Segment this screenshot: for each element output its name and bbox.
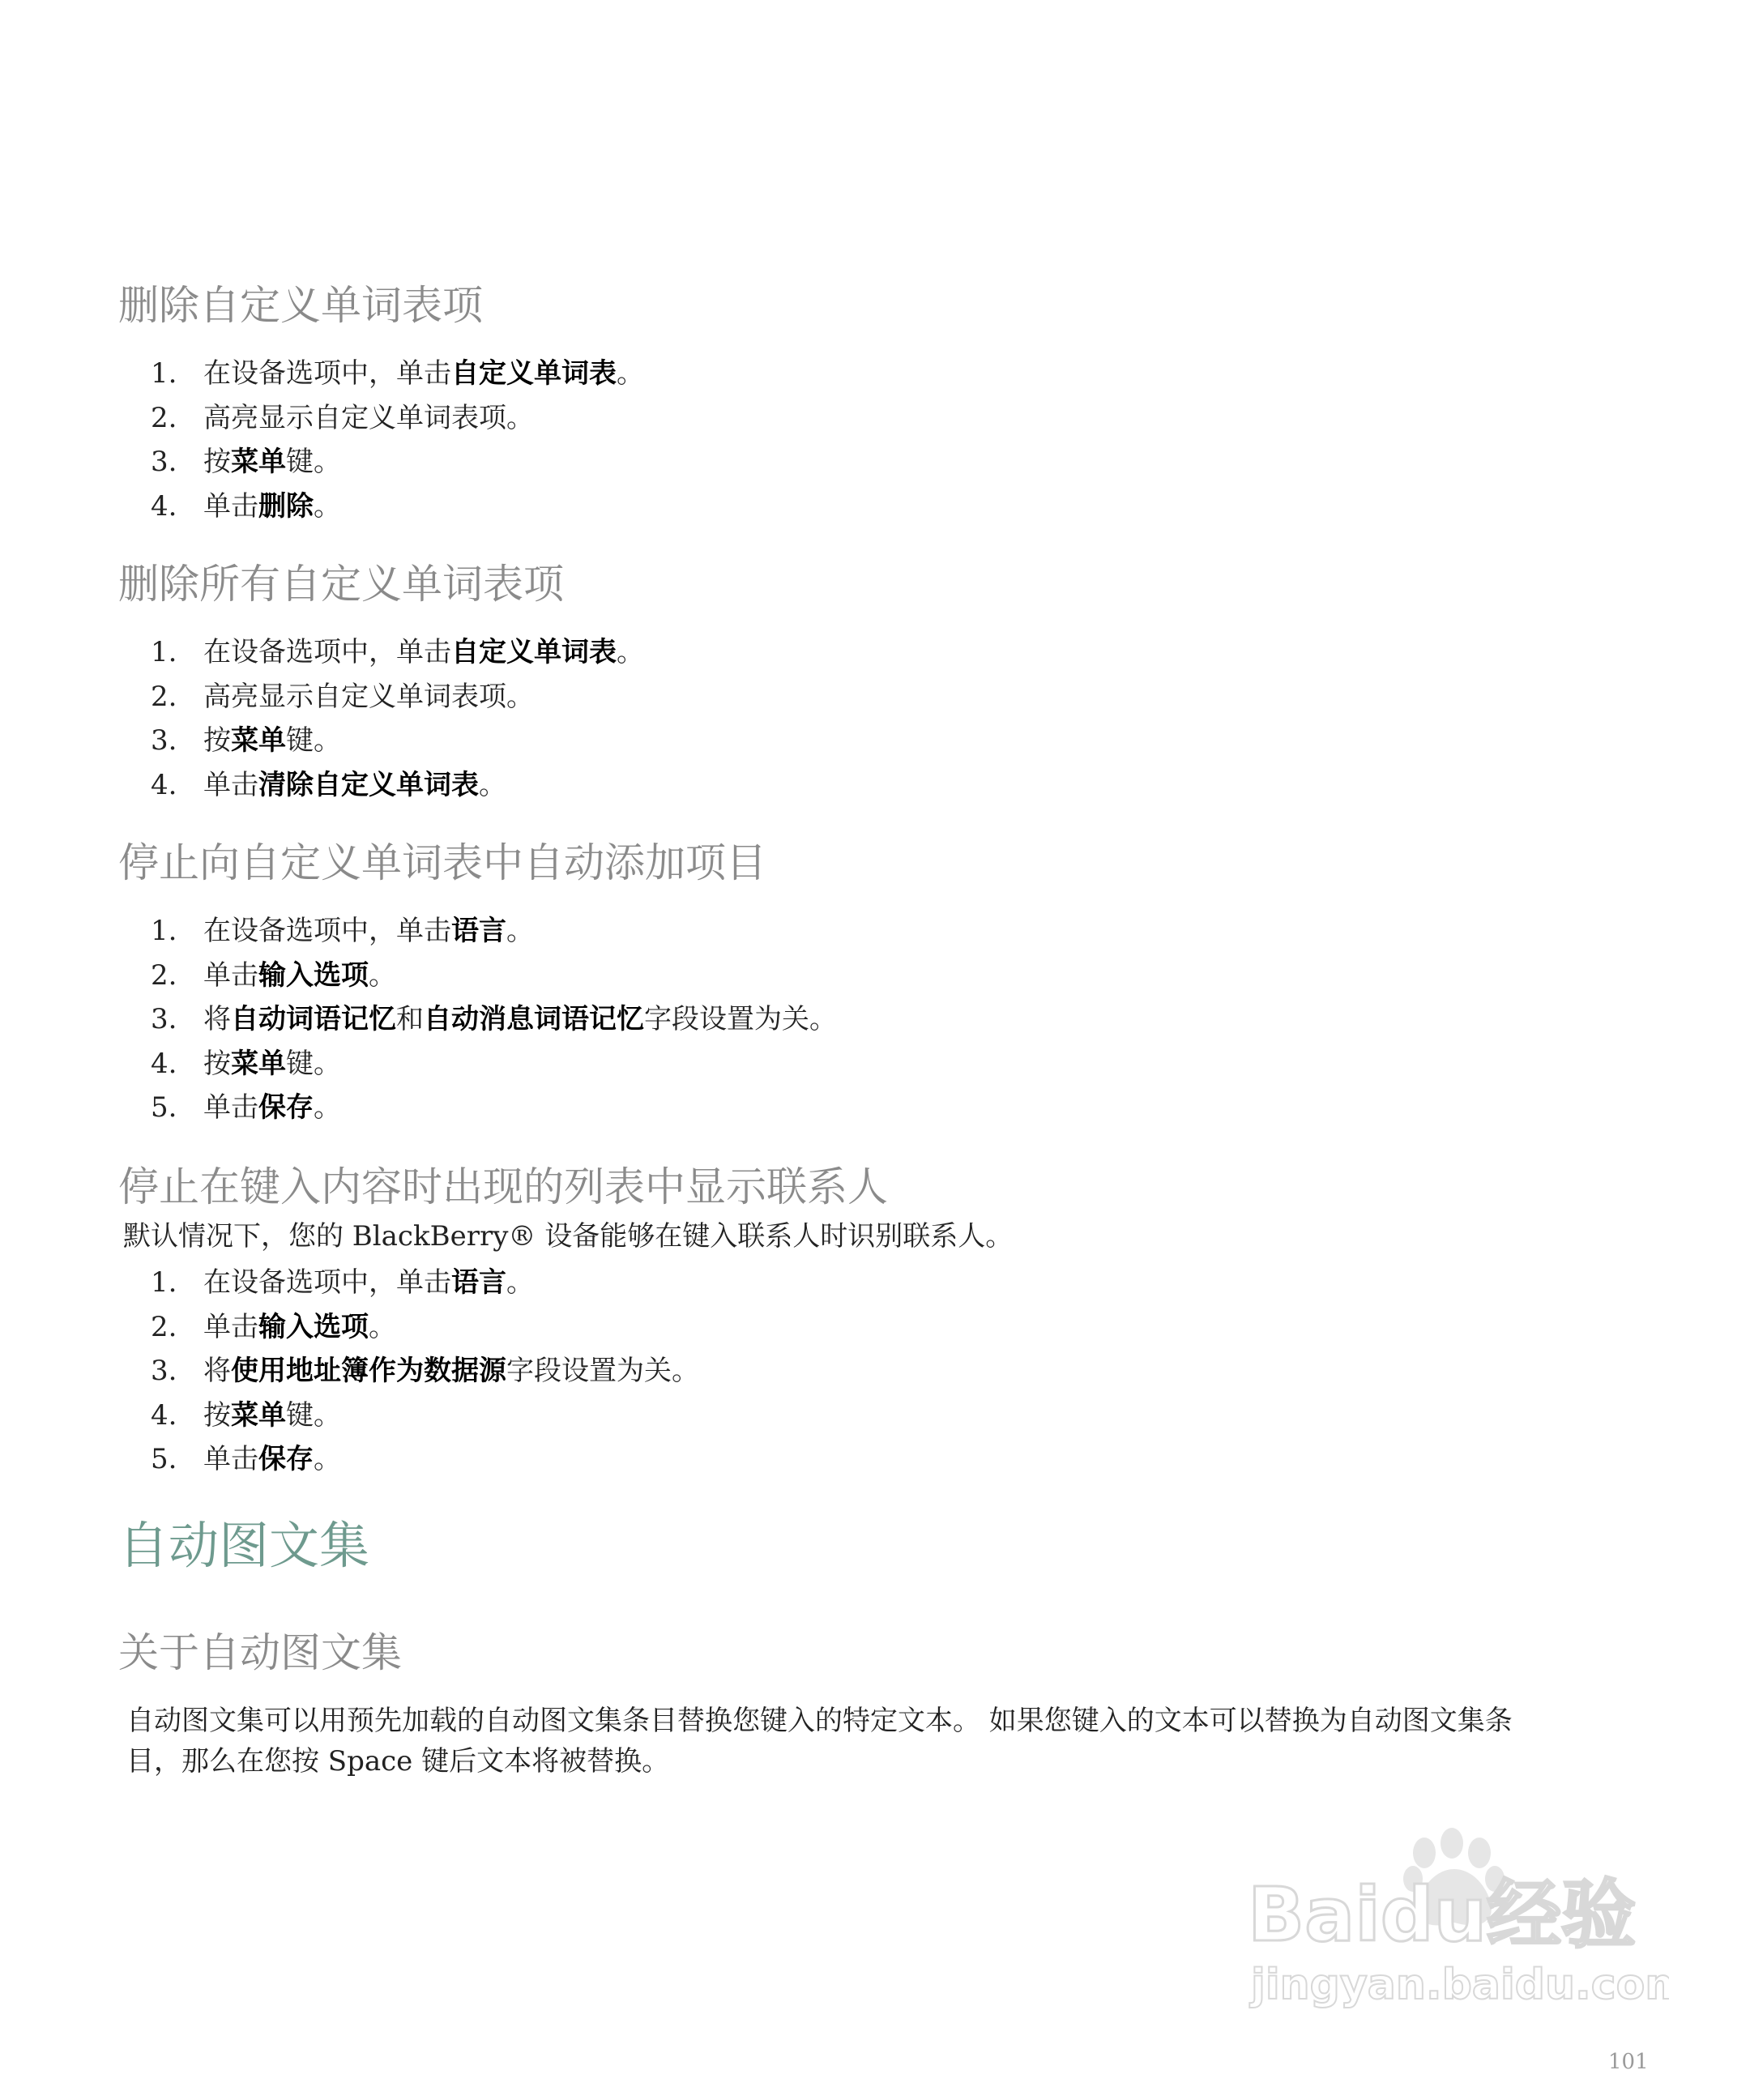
step-item — [118, 997, 1658, 1042]
step-text: 。 — [314, 1091, 341, 1124]
step-text: 按 — [203, 724, 231, 757]
step-number: 2. — [151, 401, 177, 434]
step-text: 。 — [369, 1310, 396, 1343]
ui-term: 删除 — [258, 489, 314, 523]
section-heading: 停止向自定义单词表中自动添加项目 — [118, 839, 766, 886]
step-number: 4. — [151, 1398, 177, 1432]
about-line-2: 目，那么在您按 Space 键后文本将被替换。 — [126, 1745, 670, 1778]
step-item — [118, 763, 1658, 808]
ui-term: 输入选项 — [258, 958, 369, 992]
step-number: 1. — [151, 1266, 177, 1299]
step-number: 3. — [151, 1355, 177, 1387]
step-text: 。 — [369, 958, 396, 992]
step-number: 2. — [151, 958, 177, 992]
ui-term: 保存 — [258, 1091, 314, 1124]
section-intro: 默认情况下，您的 BlackBerry® 设备能够在键入联系人时识别联系人。 — [123, 1220, 1014, 1253]
step-text: 键。 — [286, 1398, 341, 1432]
step-number: 4. — [151, 1047, 177, 1080]
step-text: 键。 — [286, 1047, 341, 1080]
step-text: 将 — [203, 1003, 231, 1035]
ui-term: 菜单 — [231, 724, 286, 757]
baidu-watermark — [1248, 1819, 1669, 2013]
watermark-brand: Baidu经验 — [1248, 1872, 1637, 1958]
step-number: 2. — [151, 1310, 177, 1343]
about-paragraph — [118, 1701, 1666, 1782]
step-text: 单击 — [203, 1310, 258, 1343]
step-text: 。 — [617, 357, 644, 390]
step-number: 1. — [151, 357, 177, 390]
ui-term: 菜单 — [231, 1047, 286, 1080]
step-text: 字段设置为关。 — [644, 1003, 837, 1035]
step-text: 单击 — [203, 958, 258, 992]
step-number: 1. — [151, 915, 177, 947]
step-text: 按 — [203, 1047, 231, 1080]
section-stop-show-contacts — [118, 1159, 1658, 1482]
step-item — [118, 1261, 1658, 1305]
section-heading: 停止在键入内容时出现的列表中显示联系人 — [118, 1163, 888, 1210]
step-number: 4. — [151, 489, 177, 523]
step-number: 3. — [151, 1003, 177, 1035]
ui-term: 自动词语记忆 — [231, 1003, 396, 1035]
step-item — [118, 719, 1658, 763]
ui-term: 自定义单词表 — [451, 357, 617, 390]
step-item — [118, 440, 1658, 484]
step-item — [118, 675, 1658, 719]
step-text: 和 — [396, 1003, 424, 1035]
step-item — [118, 1437, 1658, 1482]
step-text: 将 — [203, 1355, 231, 1387]
section-delete-entry — [118, 277, 1658, 528]
step-item — [118, 1394, 1658, 1438]
ui-term: 使用地址簿作为数据源 — [231, 1355, 506, 1387]
section-heading: 关于自动图文集 — [118, 1629, 402, 1676]
step-text: 单击 — [203, 1443, 258, 1475]
section-about-autotext — [118, 1624, 1658, 1782]
ui-term: 菜单 — [231, 446, 286, 478]
step-text: 。 — [506, 915, 534, 947]
step-text: 字段设置为关。 — [506, 1355, 699, 1387]
step-text: 键。 — [286, 446, 341, 478]
step-text: 在设备选项中，单击 — [203, 357, 451, 390]
step-text: 单击 — [203, 1091, 258, 1124]
step-text: 。 — [506, 1266, 534, 1299]
paw-icon — [1248, 1819, 1669, 2013]
step-item — [118, 484, 1658, 529]
step-text: 按 — [203, 1398, 231, 1432]
step-item — [118, 1042, 1658, 1086]
step-item — [118, 352, 1658, 396]
step-item — [118, 909, 1658, 954]
step-text: 。 — [314, 489, 341, 523]
step-text: 键。 — [286, 724, 341, 757]
ui-term: 清除自定义单词表 — [258, 768, 479, 801]
step-number: 3. — [151, 724, 177, 757]
step-number: 4. — [151, 768, 177, 801]
page-number: 101 — [1608, 2050, 1649, 2074]
ui-term: 语言 — [451, 915, 506, 947]
step-number: 3. — [151, 446, 177, 478]
chapter-title: 自动图文集 — [118, 1516, 370, 1575]
step-number: 5. — [151, 1091, 177, 1124]
step-text: 在设备选项中，单击 — [203, 1266, 451, 1299]
about-line-1: 自动图文集可以用预先加载的自动图文集条目替换您键入的特定文本。 如果您键入的文本可以替换为自动图文集条 — [126, 1705, 1513, 1737]
step-text: 。 — [314, 1443, 341, 1475]
steps-list — [118, 630, 1658, 807]
step-text: 。 — [617, 636, 644, 668]
step-text: 按 — [203, 446, 231, 478]
step-item — [118, 1305, 1658, 1350]
steps-list — [118, 909, 1658, 1130]
section-stop-auto-add — [118, 834, 1658, 1130]
step-text: 在设备选项中，单击 — [203, 915, 451, 947]
step-number: 1. — [151, 636, 177, 668]
step-item — [118, 1349, 1658, 1394]
step-text: 在设备选项中，单击 — [203, 636, 451, 668]
step-item — [118, 396, 1658, 441]
step-text: 高亮显示自定义单词表项。 — [203, 401, 534, 434]
step-item — [118, 630, 1658, 675]
chapter-autotext — [118, 1512, 1658, 1580]
watermark-url: jingyan.baidu.com — [1251, 1961, 1669, 2009]
steps-list — [118, 352, 1658, 528]
ui-term: 输入选项 — [258, 1310, 369, 1343]
step-number: 2. — [151, 680, 177, 713]
ui-term: 自定义单词表 — [451, 636, 617, 668]
step-number: 5. — [151, 1443, 177, 1475]
section-delete-all-entries — [118, 556, 1658, 807]
step-item — [118, 1086, 1658, 1130]
step-item — [118, 954, 1658, 998]
ui-term: 语言 — [451, 1266, 506, 1299]
ui-term: 菜单 — [231, 1398, 286, 1432]
steps-list — [118, 1261, 1658, 1482]
step-text: 单击 — [203, 768, 258, 801]
ui-term: 自动消息词语记忆 — [424, 1003, 644, 1035]
section-heading: 删除自定义单词表项 — [118, 282, 483, 329]
section-heading: 删除所有自定义单词表项 — [118, 561, 564, 608]
step-text: 。 — [479, 768, 506, 801]
step-text: 单击 — [203, 489, 258, 523]
ui-term: 保存 — [258, 1443, 314, 1475]
step-text: 高亮显示自定义单词表项。 — [203, 680, 534, 713]
